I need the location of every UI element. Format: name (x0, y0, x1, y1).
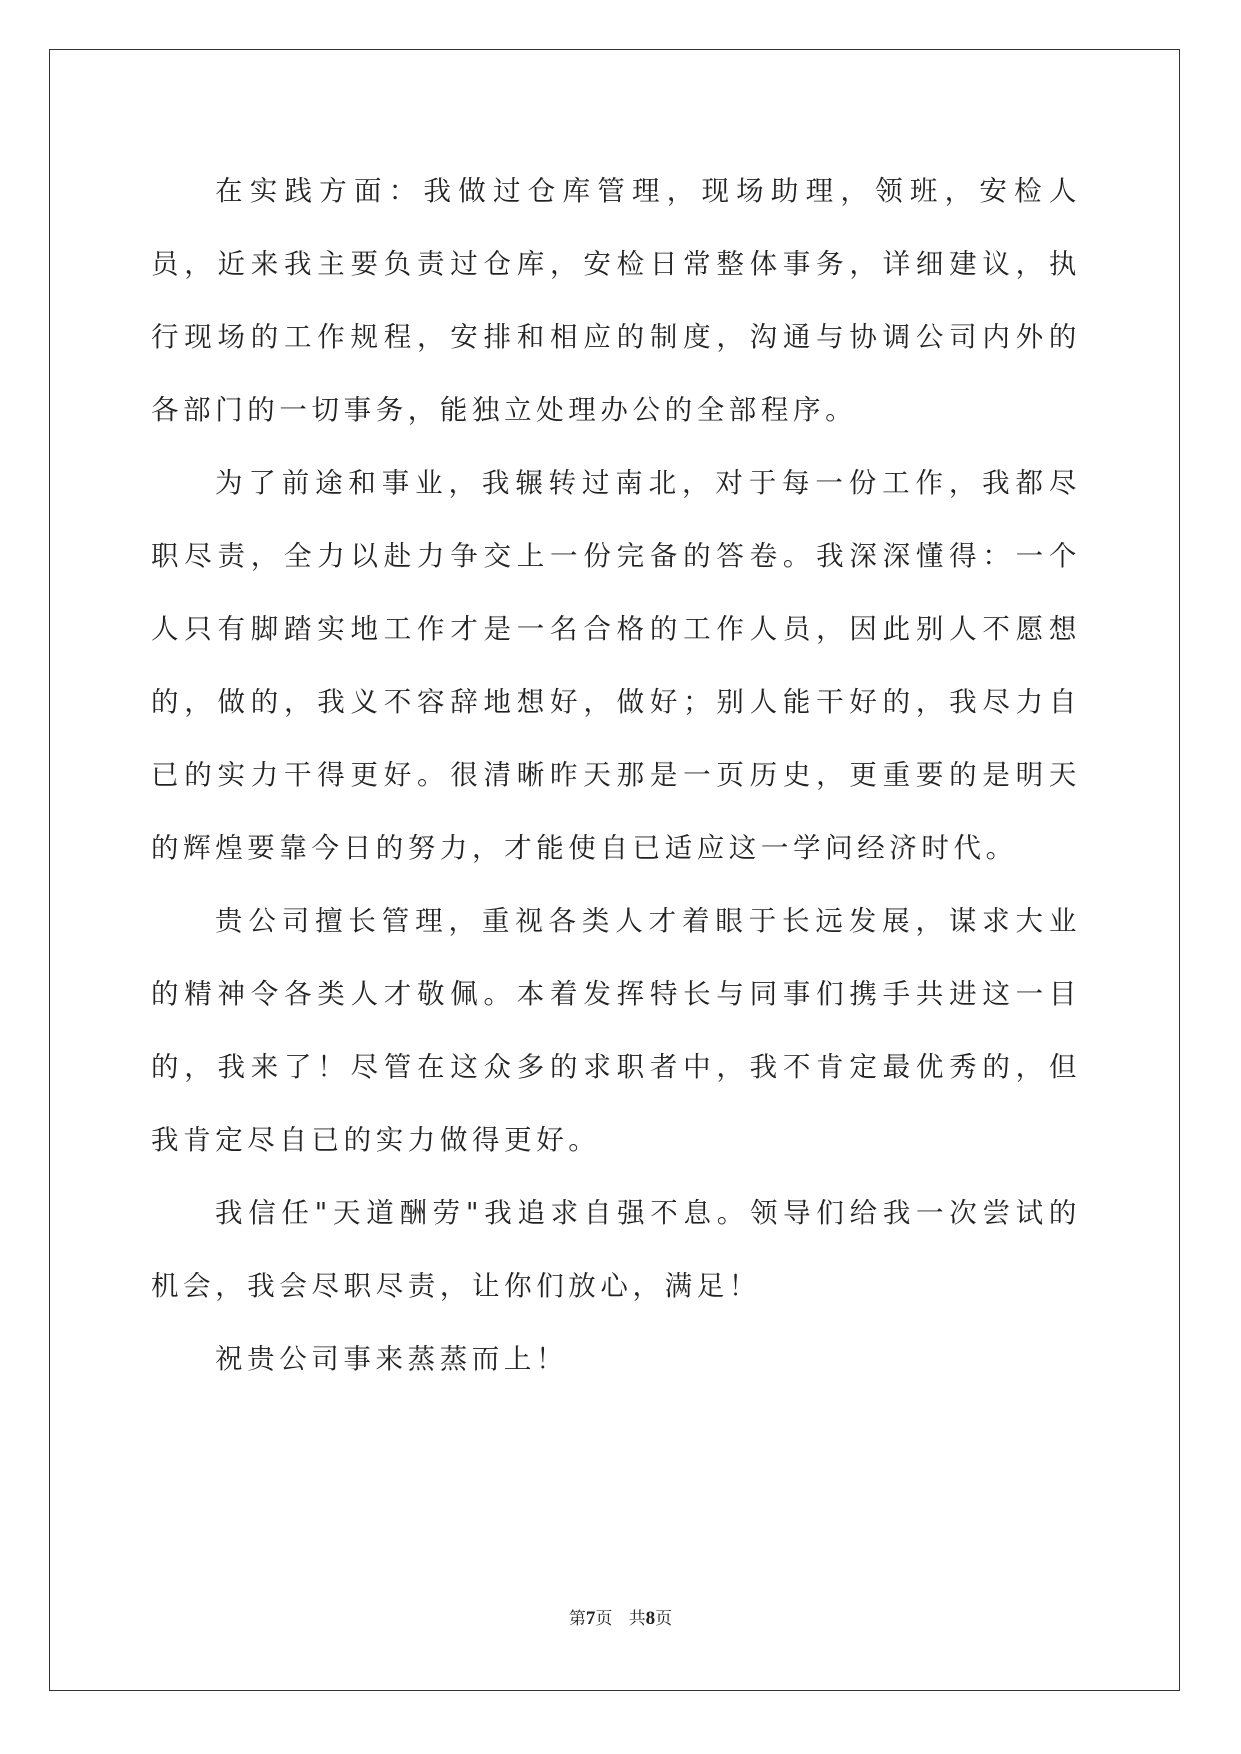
paragraph-company: 贵公司擅长管理，重视各类人才着眼于长远发展，谋求大业的精神令各类人才敬佩。本着发挥特长与同事们携手共进这一目的，我来了！尽管在这众多的求职者中，我不肯定最优秀的，但我肯定尽自已的实力做得更好。 (151, 905, 1081, 1156)
document-body (151, 155, 1081, 1396)
page-suffix: 页 (595, 1609, 613, 1629)
page-current: 7 (585, 1608, 596, 1629)
paragraph-practice: 在实践方面：我做过仓库管理，现场助理，领班，安检人员，近来我主要负责过仓库，安检日常整体事务，详细建议，执行现场的工作规程，安排和相应的制度，沟通与协调公司内外的各部门的一切事务，能独立处理办公的全部程序。 (151, 175, 1081, 426)
paragraph-closing: 祝贵公司事来蒸蒸而上！ (215, 1343, 569, 1375)
page-total: 8 (645, 1608, 656, 1629)
page-footer (0, 1604, 1241, 1630)
total-prefix: 共 (628, 1609, 646, 1629)
paragraph-belief: 我信任"天道酬劳"我追求自强不息。领导们给我一次尝试的机会，我会尽职尽责，让你们放心，满足！ (151, 1197, 1081, 1302)
page-prefix: 第 (568, 1609, 586, 1629)
paragraph-career: 为了前途和事业，我辗转过南北，对于每一份工作，我都尽职尽责，全力以赴力争交上一份完备的答卷。我深深懂得：一个人只有脚踏实地工作才是一名合格的工作人员，因此别人不愿想的，做的，我义不容辞地想好，做好；别人能干好的，我尽力自已的实力干得更好。很清晰昨天那是一页历史，更重要的是明天的辉煌要靠今日的努力，才能使自已适应这一学问经济时代。 (151, 467, 1081, 864)
total-suffix: 页 (655, 1609, 673, 1629)
